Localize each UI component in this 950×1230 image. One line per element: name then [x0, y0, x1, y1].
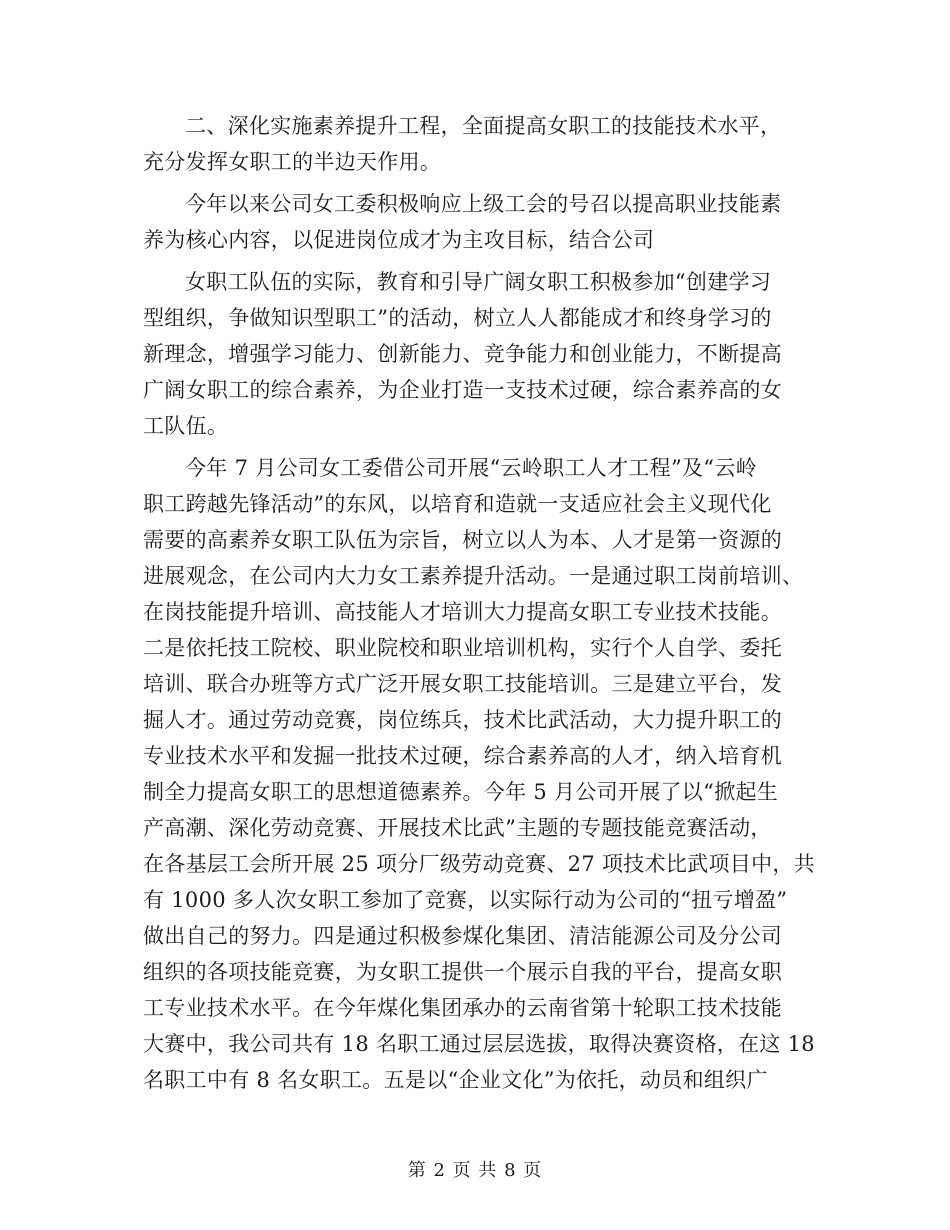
paragraph: [143, 108, 803, 180]
text-line: 大赛中，我公司共有 18 名职工通过层层选拔，取得决赛资格，在这 18: [143, 1032, 815, 1056]
document-body: [143, 108, 815, 1104]
text-line: 今年 7 月公司女工委借公司开展“云岭职工人才工程”及“云岭: [185, 456, 757, 480]
text-line: 在各基层工会所开展 25 项分厂级劳动竞赛、27 项技术比武项目中，共: [143, 852, 815, 876]
text-line: 职工跨越先锋活动”的东风，以培育和造就一支适应社会主义现代化: [143, 492, 772, 516]
text-line: 型组织，争做知识型职工”的活动，树立人人都能成才和终身学习的: [143, 306, 772, 330]
text-line: 做出自己的努力。四是通过积极参煤化集团、清洁能源公司及分公司: [143, 924, 782, 948]
text-line: 名职工中有 8 名女职工。五是以“企业文化”为依托，动员和组织广: [143, 1068, 768, 1092]
text-line: 进展观念，在公司内大力女工素养提升活动。一是通过职工岗前培训、: [143, 564, 804, 588]
text-line: 产高潮、深化劳动竞赛、开展技术比武”主题的专题技能竞赛活动，: [143, 816, 772, 840]
text-line: 新理念，增强学习能力、创新能力、竞争能力和创业能力，不断提高: [143, 342, 782, 366]
paragraph: [143, 264, 803, 444]
text-line: 制全力提高女职工的思想道德素养。今年 5 月公司开展了以“掀起生: [143, 780, 779, 804]
page-number-footer: 第 2 页 共 8 页: [407, 1160, 543, 1181]
text-line: 工专业技术水平。在今年煤化集团承办的云南省第十轮职工技术技能: [143, 996, 782, 1020]
text-line: 女职工队伍的实际，教育和引导广阔女职工积极参加“创建学习: [185, 270, 772, 294]
text-line: 广阔女职工的综合素养，为企业打造一支技术过硬，综合素养高的女: [143, 378, 782, 402]
text-line: 培训、联合办班等方式广泛开展女职工技能培训。三是建立平台，发: [143, 672, 782, 696]
text-line: 工队伍。: [143, 414, 229, 438]
text-line: 专业技术水平和发掘一批技术过硬，综合素养高的人才，纳入培育机: [143, 744, 782, 768]
text-line: 有 1000 多人次女职工参加了竞赛，以实际行动为公司的“扭亏增盈”: [143, 888, 788, 912]
text-line: 二、深化实施素养提升工程，全面提高女职工的技能技术水平，: [185, 114, 782, 138]
paragraph: [143, 450, 815, 1098]
text-line: 二是依托技工院校、职业院校和职业培训机构，实行个人自学、委托: [143, 636, 782, 660]
text-line: 掘人才。通过劳动竞赛，岗位练兵，技术比武活动，大力提升职工的: [143, 708, 782, 732]
text-line: 需要的高素养女职工队伍为宗旨，树立以人为本、人才是第一资源的: [143, 528, 782, 552]
text-line: 今年以来公司女工委积极响应上级工会的号召以提高职业技能素: [185, 192, 782, 216]
text-line: 养为核心内容，以促进岗位成才为主攻目标，结合公司: [143, 228, 655, 252]
paragraph: [143, 186, 803, 258]
text-line: 组织的各项技能竞赛，为女职工提供一个展示自我的平台，提高女职: [143, 960, 782, 984]
text-line: 在岗技能提升培训、高技能人才培训大力提高女职工专业技术技能。: [143, 600, 782, 624]
text-line: 充分发挥女职工的半边天作用。: [143, 150, 442, 174]
